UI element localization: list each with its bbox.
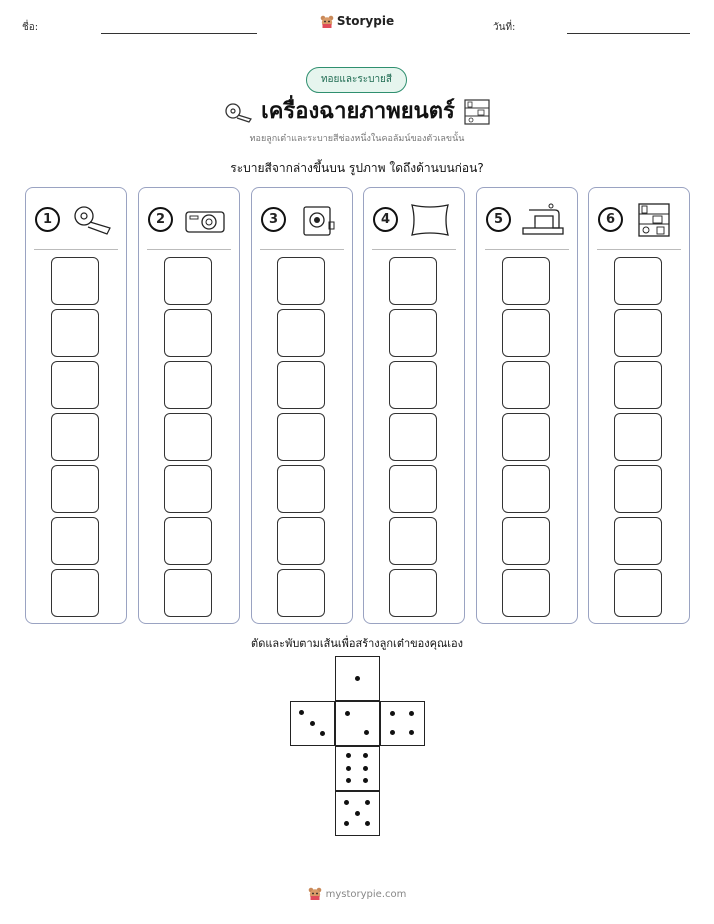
die-face-2 xyxy=(335,701,380,746)
color-box[interactable] xyxy=(277,309,325,357)
color-box[interactable] xyxy=(389,517,437,565)
color-box[interactable] xyxy=(164,465,212,513)
color-box[interactable] xyxy=(614,309,662,357)
die-pip xyxy=(364,730,369,735)
die-pip xyxy=(346,766,351,771)
activity-badge: ทอยและระบายสี xyxy=(306,67,407,93)
column-4 xyxy=(363,187,465,624)
color-box[interactable] xyxy=(614,569,662,617)
die-pip xyxy=(390,711,395,716)
footer xyxy=(0,887,714,901)
die-pip xyxy=(344,800,349,805)
date-label: วันที่: xyxy=(493,22,516,33)
color-box[interactable] xyxy=(389,413,437,461)
color-box[interactable] xyxy=(389,465,437,513)
die-pip xyxy=(346,753,351,758)
cut-instruction: ตัดและพับตามเส้นเพื่อสร้างลูกเต๋าของคุณเอง xyxy=(251,637,463,650)
color-box[interactable] xyxy=(277,413,325,461)
die-pip xyxy=(299,710,304,715)
color-box[interactable] xyxy=(164,257,212,305)
sewing-machine-icon xyxy=(521,202,565,238)
color-box[interactable] xyxy=(51,465,99,513)
film-reel-icon xyxy=(70,202,114,238)
question-text: ระบายสีจากล่างขึ้นบน รูปภาพ ใดถึงด้านบนก่อน? xyxy=(230,161,484,175)
safe-speaker-icon xyxy=(296,202,340,238)
color-box[interactable] xyxy=(164,517,212,565)
color-box[interactable] xyxy=(614,361,662,409)
name-label: ชื่อ: xyxy=(22,22,39,33)
color-box[interactable] xyxy=(614,257,662,305)
die-pip xyxy=(320,731,325,736)
column-6 xyxy=(588,187,690,624)
color-box[interactable] xyxy=(389,309,437,357)
screen-cloth-icon xyxy=(408,202,452,238)
color-box[interactable] xyxy=(614,517,662,565)
color-box[interactable] xyxy=(502,257,550,305)
die-pip xyxy=(363,766,368,771)
projector-icon xyxy=(183,202,227,238)
column-divider xyxy=(597,249,681,250)
column-divider xyxy=(147,249,231,250)
color-box[interactable] xyxy=(164,413,212,461)
column-number: 5 xyxy=(486,207,511,232)
shelf-icon xyxy=(633,202,677,238)
column-3 xyxy=(251,187,353,624)
die-face-5 xyxy=(335,791,380,836)
color-box[interactable] xyxy=(51,257,99,305)
column-5 xyxy=(476,187,578,624)
color-box[interactable] xyxy=(51,569,99,617)
die-pip xyxy=(365,800,370,805)
column-divider xyxy=(260,249,344,250)
color-box[interactable] xyxy=(614,413,662,461)
die-pip xyxy=(345,711,350,716)
die-pip xyxy=(390,730,395,735)
color-box[interactable] xyxy=(51,309,99,357)
color-box[interactable] xyxy=(389,361,437,409)
die-pip xyxy=(363,778,368,783)
die-face-6 xyxy=(335,746,380,791)
color-box[interactable] xyxy=(502,361,550,409)
name-line xyxy=(101,33,257,34)
die-pip xyxy=(346,778,351,783)
die-face-3 xyxy=(290,701,335,746)
die-pip xyxy=(344,821,349,826)
die-face-1 xyxy=(335,656,380,701)
color-box[interactable] xyxy=(164,309,212,357)
die-pip xyxy=(409,711,414,716)
column-divider xyxy=(34,249,118,250)
color-box[interactable] xyxy=(164,569,212,617)
column-number: 6 xyxy=(598,207,623,232)
column-1 xyxy=(25,187,127,624)
column-2 xyxy=(138,187,240,624)
shelf-icon xyxy=(463,98,491,126)
color-box[interactable] xyxy=(502,465,550,513)
color-box[interactable] xyxy=(502,569,550,617)
title-text: เครื่องฉายภาพยนตร์ xyxy=(261,99,455,124)
column-number: 3 xyxy=(261,207,286,232)
film-reel-icon xyxy=(223,101,253,123)
footer-url: mystorypie.com xyxy=(325,889,407,900)
die-face-4 xyxy=(380,701,425,746)
color-box[interactable] xyxy=(277,569,325,617)
die-pip xyxy=(355,811,360,816)
color-box[interactable] xyxy=(51,361,99,409)
color-box[interactable] xyxy=(389,257,437,305)
die-pip xyxy=(355,676,360,681)
color-box[interactable] xyxy=(277,257,325,305)
die-pip xyxy=(363,753,368,758)
date-line xyxy=(567,33,690,34)
column-divider xyxy=(372,249,456,250)
column-number: 2 xyxy=(148,207,173,232)
color-box[interactable] xyxy=(277,361,325,409)
die-pip xyxy=(365,821,370,826)
color-box[interactable] xyxy=(502,413,550,461)
color-box[interactable] xyxy=(502,517,550,565)
color-box[interactable] xyxy=(502,309,550,357)
color-box[interactable] xyxy=(51,517,99,565)
brand-name: Storypie xyxy=(336,14,395,28)
color-box[interactable] xyxy=(51,413,99,461)
column-divider xyxy=(485,249,569,250)
color-box[interactable] xyxy=(277,465,325,513)
page-subtitle: ทอยลูกเต๋าและระบายสีช่องหนึ่งในคอลัมน์ของตัวเลขนั้น xyxy=(249,134,465,144)
brand-logo xyxy=(0,14,714,29)
bear-logo-icon xyxy=(320,15,334,29)
page-title xyxy=(0,93,714,128)
color-box[interactable] xyxy=(614,465,662,513)
color-box[interactable] xyxy=(277,517,325,565)
color-box[interactable] xyxy=(164,361,212,409)
column-number: 4 xyxy=(373,207,398,232)
die-pip xyxy=(409,730,414,735)
bear-logo-icon xyxy=(308,887,322,901)
color-box[interactable] xyxy=(389,569,437,617)
die-pip xyxy=(310,721,315,726)
column-number: 1 xyxy=(35,207,60,232)
